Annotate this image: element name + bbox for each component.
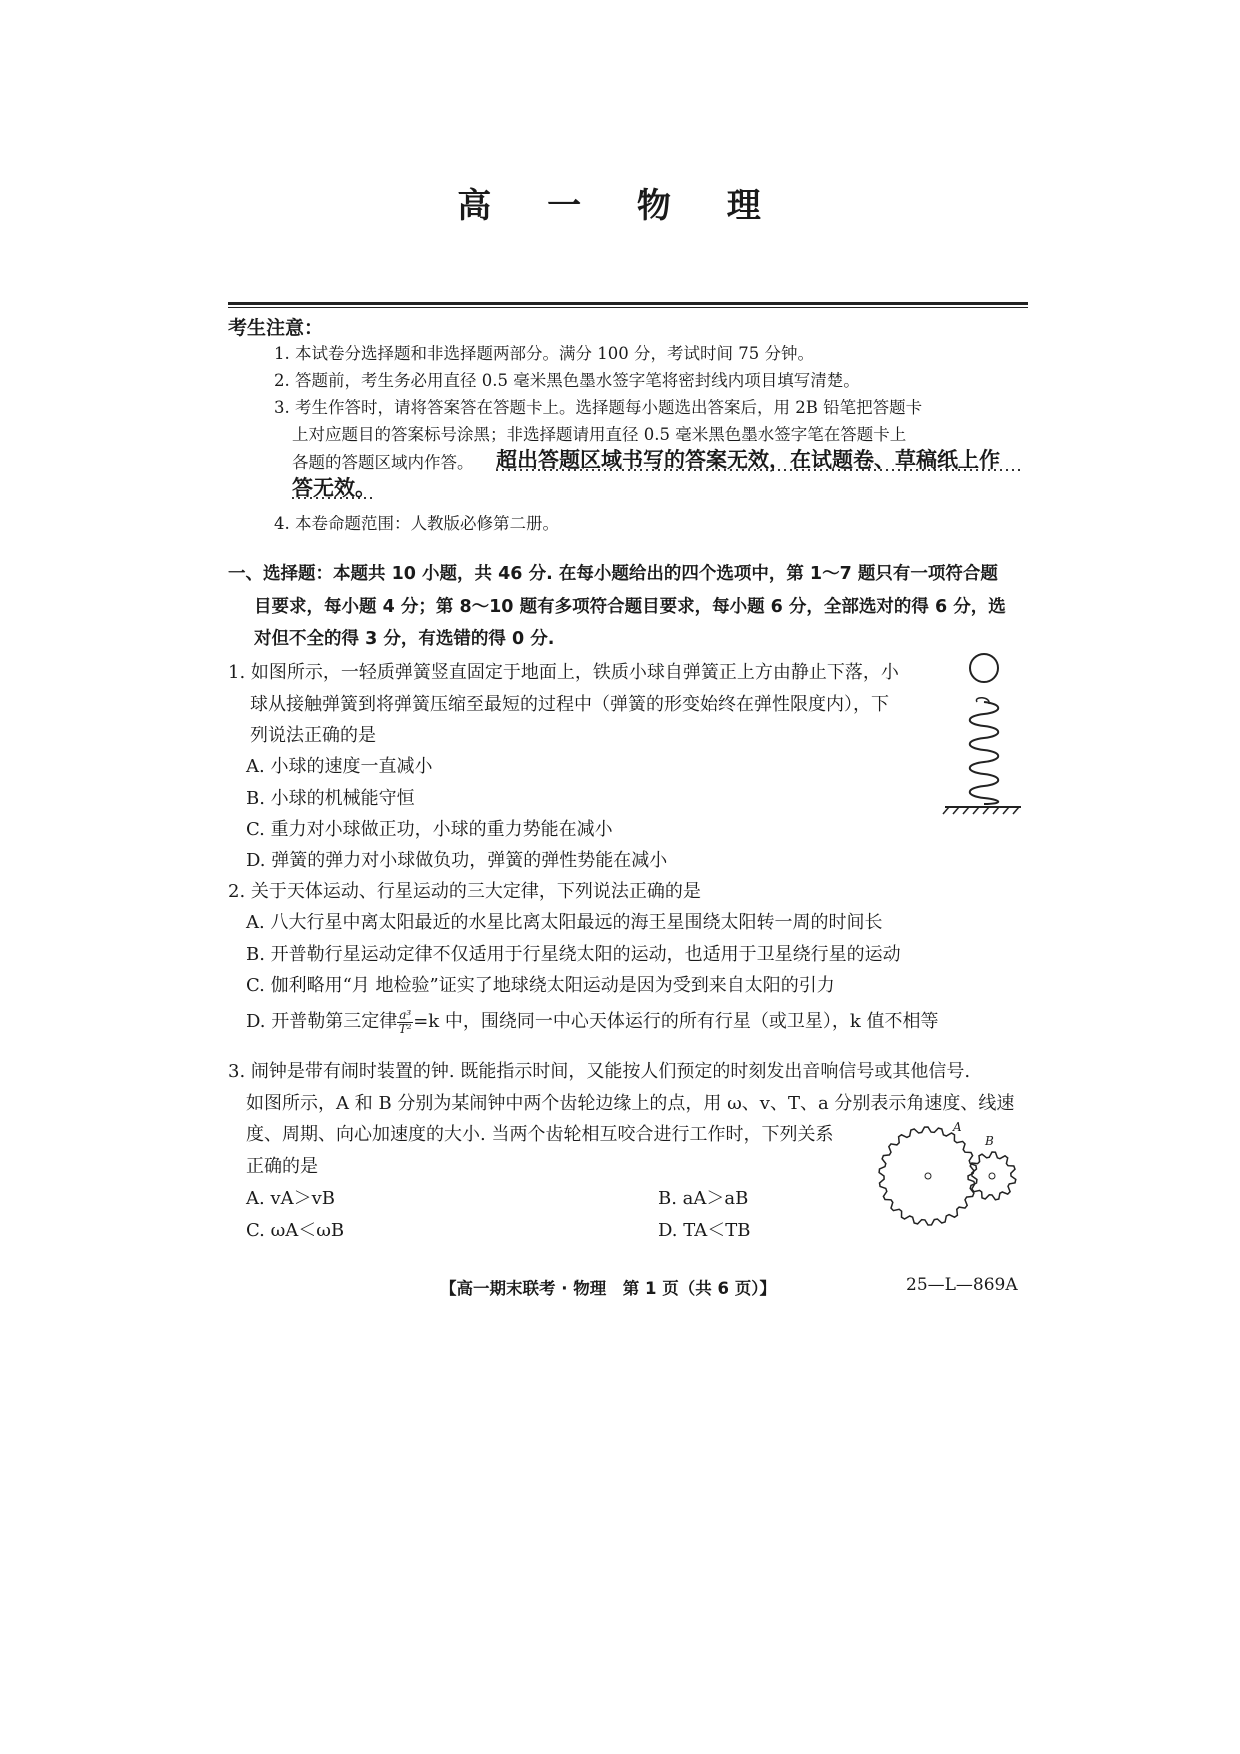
exam-code: 25—L—869A	[906, 1275, 1018, 1295]
fraction-denominator: T²	[398, 1021, 412, 1036]
large-gear-axle	[925, 1173, 931, 1179]
header-rule-thin	[228, 307, 1028, 308]
option-d-suffix: =k 中，围绕同一中心天体运行的所有行星（或卫星），k 值不相等	[413, 1011, 939, 1032]
fraction-numerator: a³	[399, 1007, 412, 1022]
option-c: C. 伽利略用“月 地检验”证实了地球绕太阳运动是因为受到来自太阳的引力	[246, 975, 835, 996]
notice-heading: 考生注意：	[228, 317, 324, 339]
option-d	[246, 1007, 939, 1036]
notice-emphasis: 超出答题区域书写的答案无效，在试题卷、草稿纸上作	[496, 448, 1000, 472]
header-rule-thick	[228, 302, 1028, 305]
option-d: D. TA＜TB	[658, 1220, 751, 1241]
option-c: C. ωA＜ωB	[246, 1220, 345, 1241]
spring-ball-figure	[945, 652, 1035, 812]
gears-figure	[872, 1118, 1032, 1228]
notice-item: 上对应题目的答案标号涂黑；非选择题请用直径 0.5 毫米黑色墨水签字笔在答题卡上	[292, 425, 907, 444]
question-stem: 球从接触弹簧到将弹簧压缩至最短的过程中（弹簧的形变始终在弹性限度内），下	[250, 694, 889, 715]
large-gear	[879, 1127, 977, 1225]
question-stem: 1. 如图所示，一轻质弹簧竖直固定于地面上，铁质小球自弹簧正上方由静止下落，小	[228, 662, 899, 683]
small-gear-axle	[989, 1173, 995, 1179]
option-a: A. vA＞vB	[246, 1188, 336, 1209]
option-b: B. aA＞aB	[658, 1188, 749, 1209]
option-b: B. 开普勒行星运动定律不仅适用于行星绕太阳的运动，也适用于卫星绕行星的运动	[246, 944, 901, 965]
question-stem: 2. 关于天体运动、行星运动的三大定律，下列说法正确的是	[228, 881, 701, 902]
option-a: A. 八大行星中离太阳最近的水星比离太阳最远的海王星围绕太阳转一周的时间长	[246, 912, 883, 933]
question-stem: 如图所示，A 和 B 分别为某闹钟中两个齿轮边缘上的点，用 ω、v、T、a 分别表示角速度、线速	[246, 1093, 1015, 1114]
option-c: C. 重力对小球做正功，小球的重力势能在减小	[246, 819, 613, 840]
question-stem: 正确的是	[246, 1156, 318, 1177]
question-stem: 度、周期、向心加速度的大小. 当两个齿轮相互咬合进行工作时，下列关系	[246, 1124, 834, 1145]
option-d-prefix: D. 开普勒第三定律	[246, 1011, 398, 1032]
option-a: A. 小球的速度一直减小	[246, 756, 433, 777]
section-heading: 一、选择题：本题共 10 小题，共 46 分. 在每小题给出的四个选项中，第 1～7 题只有一项符合题	[228, 564, 998, 584]
question-stem: 3. 闹钟是带有闹时装置的钟. 既能指示时间，又能按人们预定的时刻发出音响信号或其他信号.	[228, 1061, 971, 1082]
notice-item: 4. 本卷命题范围：人教版必修第二册。	[274, 514, 559, 533]
notice-item: 各题的答题区域内作答。	[292, 453, 474, 472]
point-b-label: B	[985, 1134, 994, 1148]
notice-item: 3. 考生作答时，请将答案答在答题卡上。选择题每小题选出答案后，用 2B 铅笔把答题卡	[274, 398, 923, 417]
page-title: 高 一 物 理	[457, 186, 783, 226]
section-heading: 目要求，每小题 4 分；第 8～10 题有多项符合题目要求，每小题 6 分，全部选对的得 6 分，选	[254, 597, 1006, 617]
point-a-label: A	[953, 1120, 962, 1134]
kepler-fraction	[397, 1009, 413, 1036]
small-gear	[968, 1152, 1016, 1200]
question-stem: 列说法正确的是	[250, 725, 376, 746]
notice-emphasis: 答无效。	[292, 476, 376, 500]
option-b: B. 小球的机械能守恒	[246, 788, 415, 809]
notice-item: 1. 本试卷分选择题和非选择题两部分。满分 100 分，考试时间 75 分钟。	[274, 344, 814, 363]
emphasis-dotted-underline	[0, 0, 800, 40]
option-d: D. 弹簧的弹力对小球做负功，弹簧的弹性势能在减小	[246, 850, 668, 871]
page-footer: 【高一期末联考 · 物理 第 1 页（共 6 页）】	[440, 1279, 776, 1298]
section-heading: 对但不全的得 3 分，有选错的得 0 分.	[254, 629, 555, 649]
notice-item: 2. 答题前，考生务必用直径 0.5 毫米黑色墨水签字笔将密封线内项目填写清楚。	[274, 371, 860, 390]
